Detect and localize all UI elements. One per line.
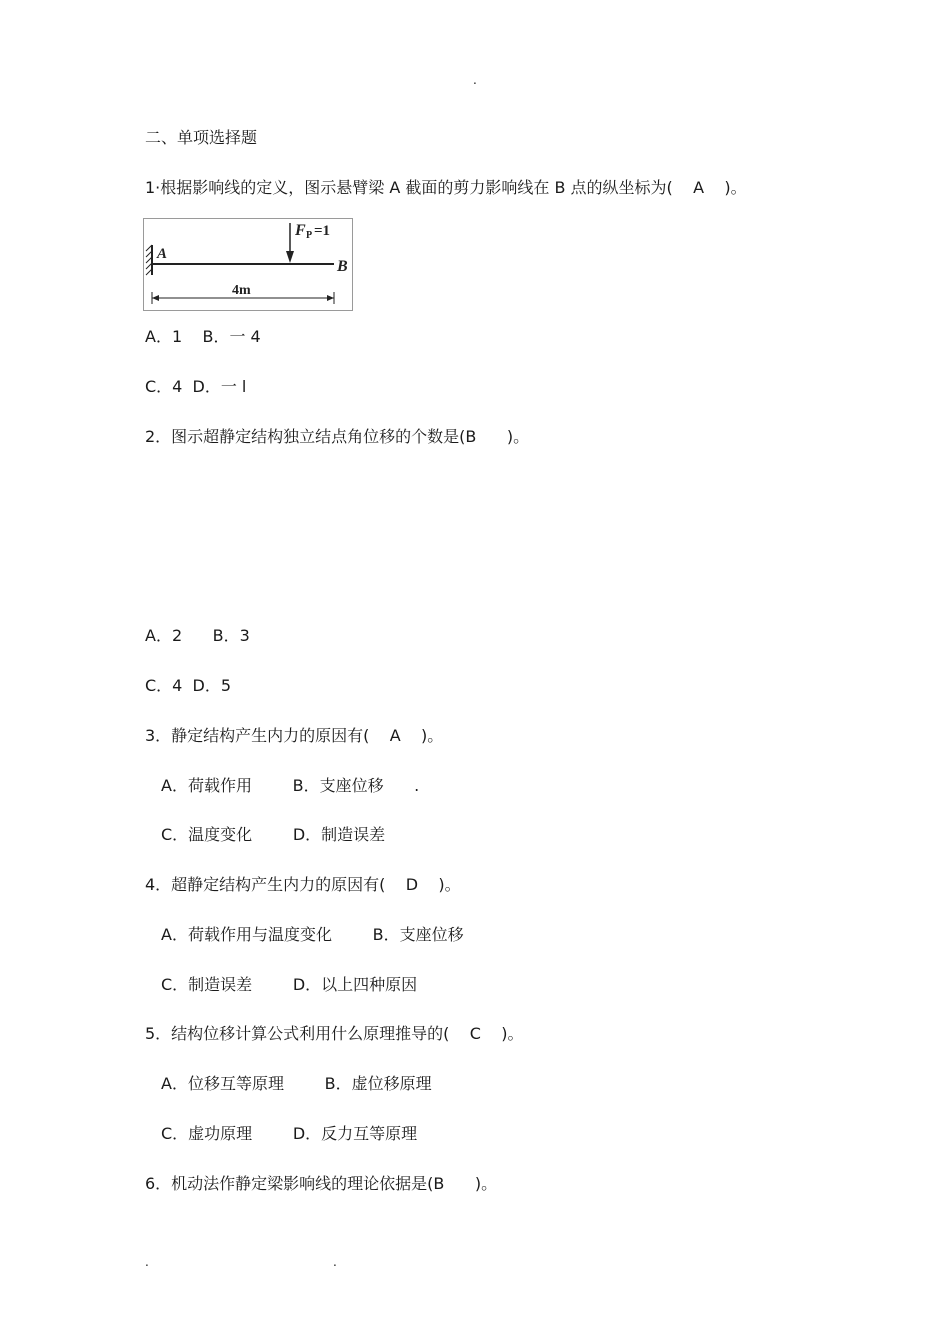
- question-2-stem: 2．图示超静定结构独立结点角位移的个数是(B )。: [145, 427, 530, 446]
- question-4-option-row-2: C．制造误差 D．以上四种原因: [161, 975, 418, 994]
- footer-dot-left: .: [145, 1255, 149, 1269]
- question-1-option-row-2: C．4 D．一 l: [145, 377, 247, 396]
- cantilever-beam-figure: [143, 218, 353, 311]
- question-2-option-row-1: A．2 B．3: [145, 626, 250, 645]
- section-title: 二、单项选择题: [145, 128, 258, 147]
- dim-label: 4m: [232, 283, 251, 298]
- label-a: A: [157, 246, 168, 262]
- question-5-option-row-1: A．位移互等原理 B．虚位移原理: [161, 1074, 432, 1093]
- question-3-option-row-2: C．温度变化 D．制造误差: [161, 825, 386, 844]
- cantilever-beam-diagram: [144, 219, 352, 310]
- footer-dot-right: .: [333, 1255, 337, 1269]
- label-b: B: [337, 258, 348, 275]
- question-4-stem: 4．超静定结构产生内力的原因有( D )。: [145, 875, 461, 894]
- dim-arrow-right: [327, 295, 334, 301]
- question-4-option-row-1: A．荷载作用与温度变化 B．支座位移: [161, 925, 464, 944]
- question-3-stem: 3．静定结构产生内力的原因有( A )。: [145, 726, 444, 745]
- question-5-option-row-2: C．虚功原理 D．反力互等原理: [161, 1124, 418, 1143]
- question-5-stem: 5．结构位移计算公式利用什么原理推导的( C )。: [145, 1024, 524, 1043]
- load-arrow-head: [286, 251, 294, 263]
- question-6-stem: 6．机动法作静定梁影响线的理论依据是(B )。: [145, 1174, 498, 1193]
- question-1-stem: 1·根据影响线的定义，图示悬臂梁 A 截面的剪力影响线在 B 点的纵坐标为( A )。: [145, 178, 747, 197]
- force-value: =1: [314, 223, 331, 239]
- dim-arrow-left: [152, 295, 159, 301]
- question-3-option-row-1: A．荷载作用 B．支座位移 .: [161, 776, 420, 795]
- header-dot: .: [473, 73, 477, 87]
- question-2-option-row-2: C．4 D．5: [145, 676, 232, 695]
- force-symbol: F: [295, 222, 306, 239]
- force-subscript: P: [306, 230, 313, 241]
- question-1-option-row-1: A．1 B．一 4: [145, 327, 261, 346]
